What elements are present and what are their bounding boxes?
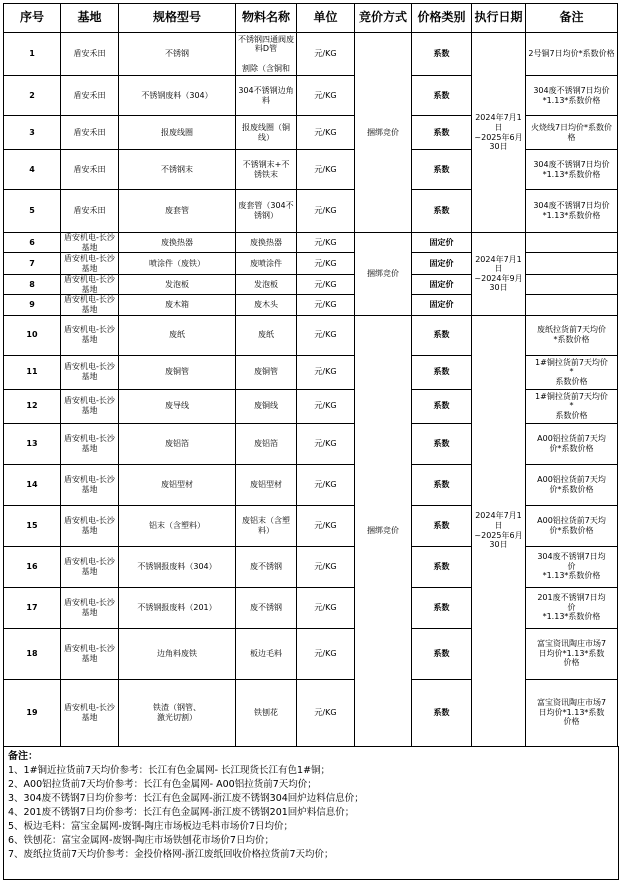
row-seq: 2 [4, 76, 61, 116]
row-remark [526, 233, 618, 253]
row-price-type: 固定价 [412, 295, 472, 315]
bid-method-cell: 捆绑竞价 [355, 233, 412, 316]
row-remark: 1#铜拉货前7天均价 * 系数价格 [526, 389, 618, 423]
exec-date-cell: 2024年7月1 日 ~2024年9月 30日 [472, 233, 526, 316]
row-base: 盾安机电-长沙基地 [61, 464, 119, 505]
header-base: 基地 [61, 4, 119, 33]
row-unit: 元/KG [297, 275, 355, 295]
row-price-type: 系数 [412, 423, 472, 464]
row-base: 盾安机电-长沙基地 [61, 355, 119, 389]
row-remark: 304废不锈钢7日均价 *1.13*系数价格 [526, 190, 618, 233]
row-spec: 边角料废铁 [119, 628, 236, 679]
note-line: 1、1#铜近拉货前7天均价参考：长江有色金属网- 长江现货长江有色1#铜； [8, 765, 331, 776]
row-seq: 17 [4, 587, 61, 628]
row-material: 废喷涂件 [236, 253, 297, 275]
row-seq: 11 [4, 355, 61, 389]
row-seq: 4 [4, 150, 61, 190]
row-remark: 火烧线7日均价*系数价格 [526, 116, 618, 150]
row-price-type: 系数 [412, 116, 472, 150]
row-material: 废铜管 [236, 355, 297, 389]
row-base: 盾安禾田 [61, 150, 119, 190]
header-exec-date: 执行日期 [472, 4, 526, 33]
table-row [4, 275, 618, 295]
row-price-type: 系数 [412, 389, 472, 423]
row-unit: 元/KG [297, 190, 355, 233]
row-remark: 304废不锈钢7日均 价 *1.13*系数价格 [526, 546, 618, 587]
note-line: 7、废纸拉货前7天均价参考：金投价格网-浙江废纸回收价格拉货前7天均价； [8, 849, 334, 860]
row-seq: 5 [4, 190, 61, 233]
row-spec: 不锈钢废料（304） [119, 76, 236, 116]
row-seq: 12 [4, 389, 61, 423]
row-seq: 18 [4, 628, 61, 679]
row-base: 盾安机电-长沙基地 [61, 546, 119, 587]
notes-title: 备注： [8, 751, 38, 762]
row-seq: 16 [4, 546, 61, 587]
row-spec: 不锈钢末 [119, 150, 236, 190]
row-material: 废不锈钢 [236, 587, 297, 628]
row-remark: 304废不锈钢7日均价 *1.13*系数价格 [526, 76, 618, 116]
row-base: 盾安机电-长沙基地 [61, 295, 119, 315]
row-unit: 元/KG [297, 628, 355, 679]
header-remark: 备注 [526, 4, 618, 33]
exec-date-cell: 2024年7月1 日 ~2025年6月 30日 [472, 33, 526, 233]
header-row [4, 4, 618, 33]
row-material: 不锈钢末+不 锈铁末 [236, 150, 297, 190]
row-spec: 不锈钢 [119, 33, 236, 76]
table-row [4, 150, 618, 190]
header-bid-method: 竞价方式 [355, 4, 412, 33]
header-unit: 单位 [297, 4, 355, 33]
note-line: 5、板边毛料：富宝金属网-废钢-陶庄市场板边毛料市场价7日均价； [8, 821, 293, 832]
row-unit: 元/KG [297, 233, 355, 253]
row-spec: 废纸 [119, 315, 236, 355]
row-material: 废纸 [236, 315, 297, 355]
table-row [4, 389, 618, 423]
row-base: 盾安机电-长沙基地 [61, 315, 119, 355]
row-material: 304不锈钢边角料 [236, 76, 297, 116]
row-spec: 废套管 [119, 190, 236, 233]
row-seq: 10 [4, 315, 61, 355]
row-base: 盾安机电-长沙基地 [61, 275, 119, 295]
row-spec: 废木箱 [119, 295, 236, 315]
row-material: 板边毛料 [236, 628, 297, 679]
row-remark: 201废不锈钢7日均 价 *1.13*系数价格 [526, 587, 618, 628]
row-price-type: 系数 [412, 76, 472, 116]
row-spec: 铁渣（钢管、 激光切割） [119, 679, 236, 746]
row-material: 铁刨花 [236, 679, 297, 746]
note-line: 4、201废不锈钢7日均价参考：长江有色金属网-浙江废不锈钢201回炉料信息价； [8, 807, 355, 818]
table-row [4, 116, 618, 150]
table-row [4, 33, 618, 76]
row-seq: 3 [4, 116, 61, 150]
row-base: 盾安机电-长沙基地 [61, 679, 119, 746]
row-unit: 元/KG [297, 464, 355, 505]
row-seq: 19 [4, 679, 61, 746]
row-base: 盾安机电-长沙基地 [61, 389, 119, 423]
table-row [4, 295, 618, 315]
table-row [4, 233, 618, 253]
row-material: 报废线圈（铜线） [236, 116, 297, 150]
row-remark [526, 253, 618, 275]
table-body [4, 33, 618, 747]
table-row [4, 505, 618, 546]
row-spec: 喷涂件（废铁） [119, 253, 236, 275]
table-row [4, 423, 618, 464]
notes-section [3, 746, 619, 880]
note-line: 2、A00铝拉货前7天均价参考：长江有色金属网- A00铝拉货前7天均价； [8, 779, 317, 790]
row-price-type: 系数 [412, 464, 472, 505]
row-remark: A00铝拉货前7天均 价*系数价格 [526, 505, 618, 546]
row-spec: 废铜管 [119, 355, 236, 389]
row-seq: 6 [4, 233, 61, 253]
row-price-type: 系数 [412, 679, 472, 746]
row-spec: 报废线圈 [119, 116, 236, 150]
row-spec: 废换热器 [119, 233, 236, 253]
row-unit: 元/KG [297, 423, 355, 464]
row-remark: 1#铜拉货前7天均价 * 系数价格 [526, 355, 618, 389]
header-price-type: 价格类别 [412, 4, 472, 33]
row-unit: 元/KG [297, 150, 355, 190]
row-material: 废木头 [236, 295, 297, 315]
row-spec: 废铝型材 [119, 464, 236, 505]
header-material: 物料名称 [236, 4, 297, 33]
row-unit: 元/KG [297, 116, 355, 150]
row-remark: A00铝拉货前7天均 价*系数价格 [526, 464, 618, 505]
row-material: 废铝末（含塑 料） [236, 505, 297, 546]
row-price-type: 固定价 [412, 253, 472, 275]
row-base: 盾安机电-长沙基地 [61, 253, 119, 275]
row-unit: 元/KG [297, 253, 355, 275]
table-row [4, 546, 618, 587]
row-base: 盾安禾田 [61, 190, 119, 233]
row-unit: 元/KG [297, 679, 355, 746]
table-row [4, 679, 618, 746]
row-material: 废铝箔 [236, 423, 297, 464]
row-material: 发泡板 [236, 275, 297, 295]
row-remark: 富宝资讯陶庄市场7 日均价*1.13*系数 价格 [526, 628, 618, 679]
row-price-type: 固定价 [412, 275, 472, 295]
row-unit: 元/KG [297, 76, 355, 116]
row-base: 盾安机电-长沙基地 [61, 233, 119, 253]
table-row [4, 587, 618, 628]
row-material: 废换热器 [236, 233, 297, 253]
row-unit: 元/KG [297, 389, 355, 423]
row-seq: 1 [4, 33, 61, 76]
row-seq: 14 [4, 464, 61, 505]
note-line: 3、304废不锈钢7日均价参考：长江有色金属网-浙江废不锈钢304回炉边料信息价； [8, 793, 364, 804]
bid-method-cell: 捆绑竞价 [355, 33, 412, 233]
row-seq: 7 [4, 253, 61, 275]
row-material: 废铝型材 [236, 464, 297, 505]
row-spec: 铝末（含塑料） [119, 505, 236, 546]
row-remark: 富宝资讯陶庄市场7 日均价*1.13*系数 价格 [526, 679, 618, 746]
row-unit: 元/KG [297, 315, 355, 355]
row-remark: A00铝拉货前7天均 价*系数价格 [526, 423, 618, 464]
row-seq: 15 [4, 505, 61, 546]
row-material: 废铜线 [236, 389, 297, 423]
table-row [4, 355, 618, 389]
row-seq: 13 [4, 423, 61, 464]
row-spec: 不锈钢报废料（304） [119, 546, 236, 587]
row-unit: 元/KG [297, 355, 355, 389]
row-price-type: 固定价 [412, 233, 472, 253]
row-spec: 废铝箔 [119, 423, 236, 464]
row-spec: 废导线 [119, 389, 236, 423]
row-price-type: 系数 [412, 355, 472, 389]
row-base: 盾安机电-长沙基地 [61, 628, 119, 679]
row-base: 盾安机电-长沙基地 [61, 587, 119, 628]
row-price-type: 系数 [412, 190, 472, 233]
row-unit: 元/KG [297, 505, 355, 546]
exec-date-cell: 2024年7月1 日 ~2025年6月 30日 [472, 315, 526, 746]
row-unit: 元/KG [297, 587, 355, 628]
row-spec: 发泡板 [119, 275, 236, 295]
row-price-type: 系数 [412, 546, 472, 587]
row-remark: 废纸拉货前7天均价 *系数价格 [526, 315, 618, 355]
header-spec: 规格型号 [119, 4, 236, 33]
table-row [4, 464, 618, 505]
bid-method-cell: 捆绑竞价 [355, 315, 412, 746]
row-remark [526, 295, 618, 315]
header-seq: 序号 [4, 4, 61, 33]
row-base: 盾安机电-长沙基地 [61, 505, 119, 546]
row-base: 盾安禾田 [61, 33, 119, 76]
row-unit: 元/KG [297, 546, 355, 587]
row-base: 盾安机电-长沙基地 [61, 423, 119, 464]
table-row [4, 76, 618, 116]
row-remark: 2号铜7日均价*系数价格 [526, 33, 618, 76]
table-row [4, 253, 618, 275]
row-seq: 9 [4, 295, 61, 315]
row-material: 废不锈钢 [236, 546, 297, 587]
row-unit: 元/KG [297, 33, 355, 76]
row-material: 废套管（304不锈钢） [236, 190, 297, 233]
row-unit: 元/KG [297, 295, 355, 315]
row-material: 不锈钢四通阀废料D管 割除（含铜和 [236, 33, 297, 76]
row-base: 盾安禾田 [61, 76, 119, 116]
table-row [4, 315, 618, 355]
row-price-type: 系数 [412, 150, 472, 190]
row-spec: 不锈钢报废料（201） [119, 587, 236, 628]
price-table [3, 3, 618, 747]
row-price-type: 系数 [412, 505, 472, 546]
row-base: 盾安禾田 [61, 116, 119, 150]
row-price-type: 系数 [412, 33, 472, 76]
table-row [4, 190, 618, 233]
row-price-type: 系数 [412, 628, 472, 679]
row-remark: 304废不锈钢7日均价 *1.13*系数价格 [526, 150, 618, 190]
table-row [4, 628, 618, 679]
row-seq: 8 [4, 275, 61, 295]
row-price-type: 系数 [412, 587, 472, 628]
row-price-type: 系数 [412, 315, 472, 355]
row-remark [526, 275, 618, 295]
note-line: 6、铁刨花：富宝金属网-废钢-陶庄市场铁刨花市场价7日均价； [8, 835, 274, 846]
